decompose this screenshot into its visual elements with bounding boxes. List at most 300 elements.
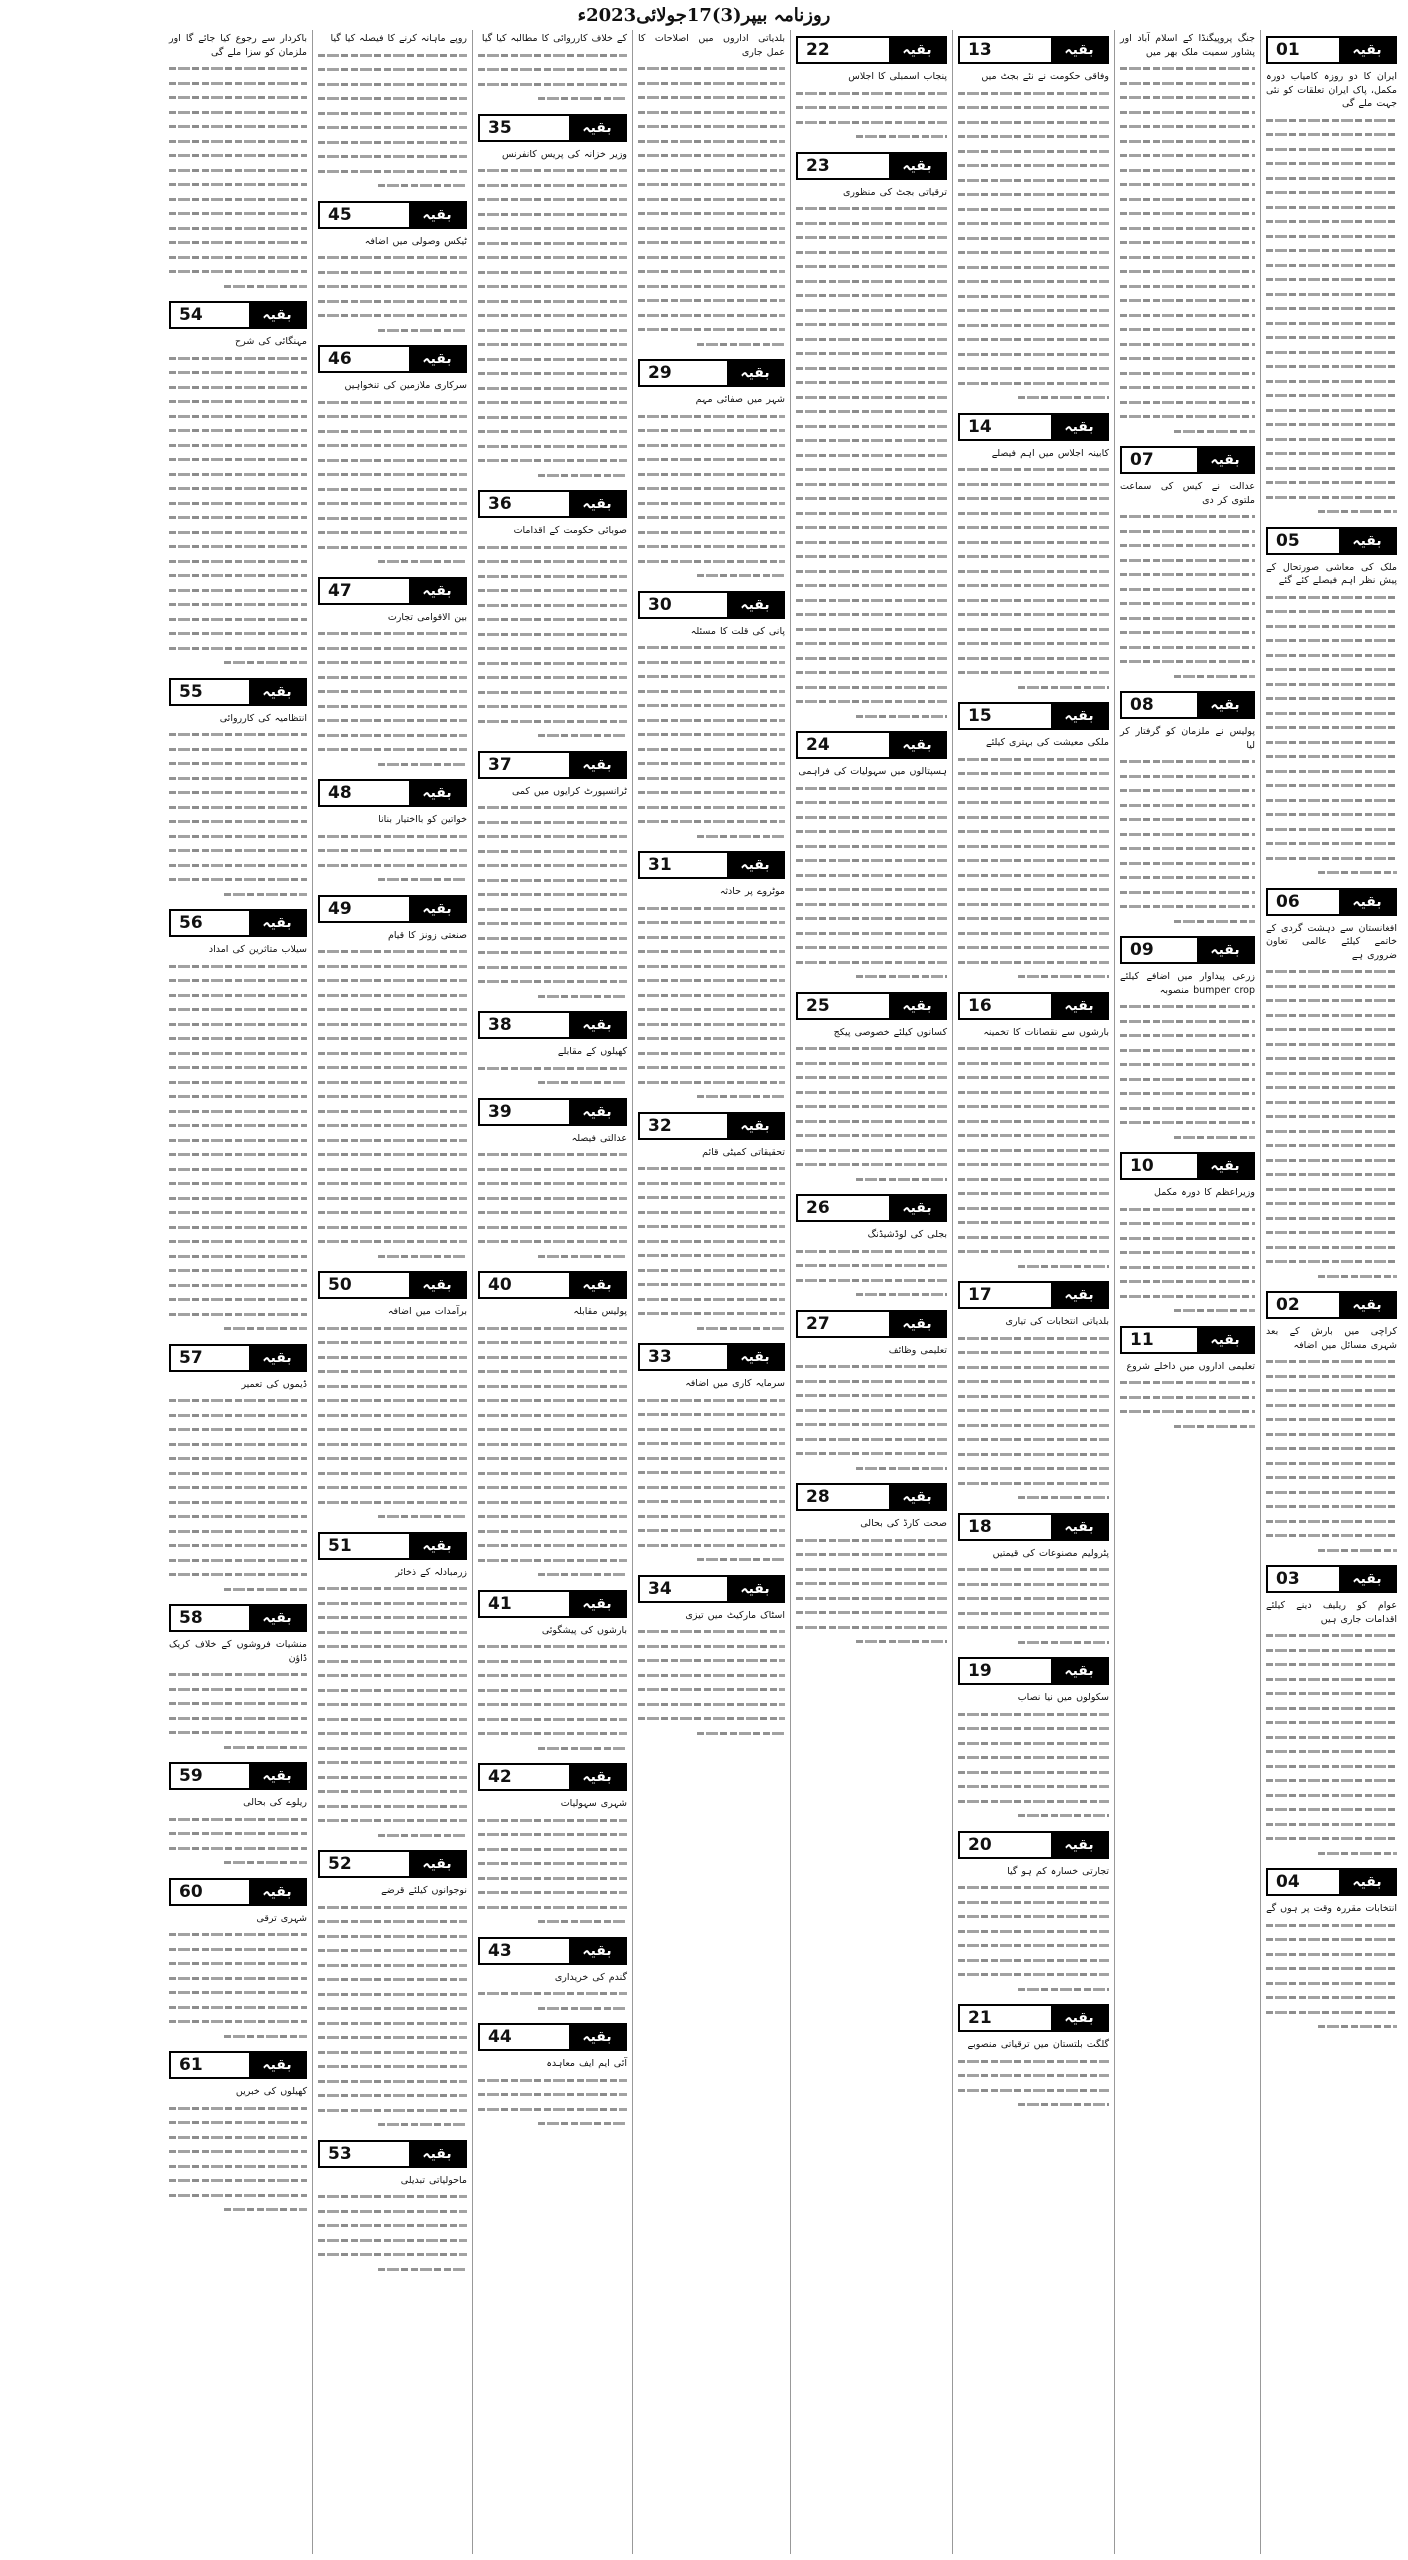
text-line	[958, 969, 1109, 984]
text-line	[1266, 1657, 1397, 1672]
text-line	[1266, 243, 1397, 258]
article-lead-text: ایران کا دو روزہ کامیاب دورہ مکمل، پاک ایران تعلقات کو نئی جہت ملے گی	[1266, 71, 1397, 109]
text-line	[638, 829, 785, 844]
text-line	[478, 308, 627, 323]
text-line	[169, 1075, 307, 1090]
continuation-label: بقیہ	[409, 781, 465, 805]
text-line	[638, 915, 785, 930]
continuation-block	[1120, 1152, 1255, 1318]
masthead	[0, 0, 1408, 30]
text-line	[958, 636, 1109, 651]
text-line	[1266, 1701, 1397, 1716]
continuation-block	[1266, 1565, 1397, 1860]
text-line	[638, 148, 785, 163]
text-line	[478, 1509, 627, 1524]
text-line	[638, 1393, 785, 1408]
text-line	[1266, 648, 1397, 663]
text-line	[1266, 1427, 1397, 1442]
text-line	[169, 1321, 307, 1336]
text-line	[1120, 1014, 1255, 1029]
continuation-label: بقیہ	[727, 1114, 783, 1138]
article-lead-text: موٹروے پر حادثہ	[719, 886, 785, 897]
article-body-lines	[958, 1041, 1109, 1273]
article-body-lines	[1120, 61, 1255, 438]
text-line	[958, 144, 1109, 159]
text-line	[796, 651, 947, 666]
text-line	[1120, 424, 1255, 439]
text-line	[318, 2045, 467, 2060]
text-line	[318, 2233, 467, 2248]
text-line	[478, 829, 627, 844]
text-line	[796, 1056, 947, 1071]
continuation-number: 38	[480, 1013, 569, 1037]
text-line	[1266, 171, 1397, 186]
text-line	[169, 119, 307, 134]
continuation-tag	[958, 36, 1109, 64]
continuation-number: 57	[171, 1346, 249, 1370]
text-line	[478, 352, 627, 367]
continuation-number: 14	[960, 415, 1051, 439]
text-line	[318, 1133, 467, 1148]
article-lead-text: پولیس نے ملزمان کو گرفتار کر لیا	[1120, 726, 1255, 751]
article-lead-text: کابینہ اجلاس میں اہم فیصلے	[991, 447, 1109, 459]
continuation-tag	[1266, 1565, 1397, 1593]
text-line	[1266, 330, 1397, 345]
text-line	[1120, 163, 1255, 178]
text-line	[318, 1234, 467, 1249]
text-line	[169, 2029, 307, 2044]
text-line	[169, 1855, 307, 1870]
article-lead-text: سیلاب متاثرین کی امداد	[208, 944, 307, 955]
continuation-tag	[478, 114, 627, 142]
text-line	[796, 1591, 947, 1606]
text-line	[169, 959, 307, 974]
text-line	[638, 1711, 785, 1726]
text-line	[1266, 865, 1397, 880]
text-line	[169, 1031, 307, 1046]
text-line	[478, 1437, 627, 1452]
text-line	[1120, 235, 1255, 250]
text-line	[478, 1379, 627, 1394]
text-line	[1120, 769, 1255, 784]
text-line	[958, 564, 1109, 579]
continuation-block	[796, 1310, 947, 1476]
text-line	[318, 279, 467, 294]
continuation-number: 50	[320, 1273, 409, 1297]
article-body-lines	[1266, 1628, 1397, 1860]
text-line	[1266, 185, 1397, 200]
text-line	[1266, 1990, 1397, 2005]
article-body-lines	[958, 1707, 1109, 1823]
text-line	[1120, 538, 1255, 553]
text-line	[958, 100, 1109, 115]
text-line	[318, 728, 467, 743]
text-line	[638, 1161, 785, 1176]
continuation-block	[318, 1532, 467, 1843]
text-line	[478, 1668, 627, 1683]
text-line	[796, 1547, 947, 1562]
continuation-tag	[169, 909, 307, 937]
text-line	[478, 1683, 627, 1698]
continuation-block	[958, 1831, 1109, 1997]
text-line	[796, 1273, 947, 1288]
text-line	[1266, 461, 1397, 476]
continuation-number: 01	[1268, 38, 1339, 62]
continuation-number: 45	[320, 203, 409, 227]
text-line	[1120, 783, 1255, 798]
text-line	[478, 569, 627, 584]
text-line	[796, 1388, 947, 1403]
continuation-label: بقیہ	[409, 897, 465, 921]
continuation-label: بقیہ	[569, 2025, 625, 2049]
text-line	[318, 1741, 467, 1756]
text-line	[796, 868, 947, 883]
text-line	[796, 1403, 947, 1418]
text-line	[958, 1201, 1109, 1216]
text-line	[318, 2001, 467, 2016]
text-line	[478, 395, 627, 410]
text-line	[318, 395, 467, 410]
text-line	[169, 872, 307, 887]
text-line	[1266, 662, 1397, 677]
text-line	[318, 757, 467, 772]
continuation-tag	[318, 779, 467, 807]
text-line	[1266, 1022, 1397, 1037]
continuation-block	[638, 1575, 785, 1741]
text-line	[318, 1060, 467, 1075]
text-line	[638, 1509, 785, 1524]
article-lead-text: عوام کو ریلیف دینے کیلئے اقدامات جاری ہیں	[1266, 1600, 1397, 1625]
article-lead-text: بلدیاتی اداروں میں اصلاحات کا عمل جاری	[638, 33, 785, 58]
article-lead-text: کے خلاف کارروائی کا مطالبہ کیا گیا	[481, 33, 627, 44]
continuation-block	[958, 1513, 1109, 1650]
text-line	[318, 2262, 467, 2277]
continuation-block	[638, 1112, 785, 1336]
continuation-tag	[638, 1343, 785, 1371]
continuation-block	[1266, 527, 1397, 880]
text-line	[1266, 1008, 1397, 1023]
text-line	[796, 1041, 947, 1056]
article-lead-text: سرکاری ملازمین کی تنخواہیں	[344, 380, 467, 391]
text-line	[478, 1162, 627, 1177]
text-line	[1266, 345, 1397, 360]
continuation-number: 47	[320, 579, 409, 603]
text-line	[638, 481, 785, 496]
text-line	[318, 872, 467, 887]
text-line	[958, 665, 1109, 680]
continuation-block	[478, 1937, 627, 2016]
continuation-number: 32	[640, 1114, 727, 1138]
text-line	[1120, 856, 1255, 871]
text-line	[638, 973, 785, 988]
text-line	[478, 77, 627, 92]
text-line	[796, 810, 947, 825]
text-line	[958, 2068, 1109, 2083]
text-line	[1266, 1051, 1397, 1066]
continuation-number: 29	[640, 361, 727, 385]
text-line	[1120, 279, 1255, 294]
text-line	[169, 525, 307, 540]
text-line	[638, 713, 785, 728]
text-line	[958, 1374, 1109, 1389]
text-line	[958, 303, 1109, 318]
text-line	[478, 699, 627, 714]
text-line	[796, 940, 947, 955]
text-line	[169, 887, 307, 902]
text-line	[1266, 272, 1397, 287]
continuation-number: 27	[798, 1312, 889, 1336]
text-line	[638, 510, 785, 525]
text-line	[169, 727, 307, 742]
text-line	[796, 897, 947, 912]
text-line	[1120, 409, 1255, 424]
text-line	[958, 1114, 1109, 1129]
article-lead-text: شہری سہولیات	[560, 1798, 627, 1809]
text-line	[1266, 301, 1397, 316]
text-line	[478, 1422, 627, 1437]
continuation-block	[318, 577, 467, 772]
continuation-block	[169, 909, 307, 1336]
text-line	[796, 201, 947, 216]
text-line	[318, 2059, 467, 2074]
text-line	[318, 1466, 467, 1481]
text-line	[796, 853, 947, 868]
text-line	[638, 901, 785, 916]
continuation-block	[169, 1878, 307, 2044]
continuation-label: بقیہ	[569, 1100, 625, 1124]
text-line	[1266, 200, 1397, 215]
text-line	[1266, 1211, 1397, 1226]
newspaper-page	[6, 30, 1402, 2554]
text-line	[958, 1230, 1109, 1245]
article-lead-text: کھیلوں کی خبریں	[235, 2086, 307, 2097]
text-line	[169, 1249, 307, 1264]
text-line	[318, 699, 467, 714]
text-line	[958, 1447, 1109, 1462]
text-line	[958, 1331, 1109, 1346]
text-line	[1266, 619, 1397, 634]
text-line	[796, 709, 947, 724]
text-line	[638, 1277, 785, 1292]
continuation-number: 24	[798, 733, 889, 757]
text-line	[478, 1176, 627, 1191]
continuation-tag	[958, 1831, 1109, 1859]
article-body-lines	[638, 1161, 785, 1335]
continuation-label: بقیہ	[1339, 38, 1395, 62]
text-line	[1266, 1759, 1397, 1774]
column-1	[1260, 30, 1402, 2554]
text-line	[318, 438, 467, 453]
text-line	[638, 1436, 785, 1451]
text-line	[638, 1248, 785, 1263]
text-line	[796, 564, 947, 579]
text-line	[318, 670, 467, 685]
text-line	[318, 1017, 467, 1032]
text-line	[1120, 206, 1255, 221]
continuation-label: بقیہ	[1051, 1659, 1107, 1683]
article-lead-text: پولیس مقابلہ	[573, 1306, 627, 1317]
article-lead-text: پنجاب اسمبلی کا اجلاس	[848, 71, 947, 82]
text-line	[318, 120, 467, 135]
text-line	[169, 1147, 307, 1162]
text-line	[169, 148, 307, 163]
text-line	[318, 164, 467, 179]
text-line	[958, 332, 1109, 347]
text-line	[169, 1711, 307, 1726]
text-line	[1266, 1643, 1397, 1658]
continuation-label: بقیہ	[727, 1577, 783, 1601]
text-line	[318, 1509, 467, 1524]
text-line	[958, 1403, 1109, 1418]
text-line	[478, 236, 627, 251]
text-line	[1266, 1817, 1397, 1832]
text-line	[318, 988, 467, 1003]
text-line	[318, 2247, 467, 2262]
continuation-number: 34	[640, 1577, 727, 1601]
text-line	[1266, 316, 1397, 331]
text-line	[318, 1813, 467, 1828]
article-lead-text: تعلیمی وظائف	[888, 1344, 947, 1356]
text-line	[958, 955, 1109, 970]
text-line	[1266, 2005, 1397, 2020]
text-line	[169, 423, 307, 438]
article-lead-text: نوجوانوں کیلئے قرضے	[381, 1885, 467, 1896]
continuation-label: بقیہ	[1339, 1293, 1395, 1317]
text-line	[318, 424, 467, 439]
text-line	[958, 1056, 1109, 1071]
text-line	[638, 279, 785, 294]
text-line	[478, 554, 627, 569]
continuation-tag	[169, 1762, 307, 1790]
text-line	[638, 1046, 785, 1061]
text-line	[796, 1446, 947, 1461]
text-line	[1266, 1686, 1397, 1701]
text-line	[169, 1278, 307, 1293]
text-line	[958, 2097, 1109, 2112]
continuation-tag	[318, 895, 467, 923]
text-line	[638, 337, 785, 352]
text-line	[1120, 337, 1255, 352]
article-lead-text: صنعتی زونز کا قیام	[387, 929, 467, 941]
article-lead-text: ہسپتالوں میں سہولیات کی فراہمی	[798, 766, 947, 777]
text-line	[958, 1721, 1109, 1736]
text-line	[169, 163, 307, 178]
continuation-tag	[169, 301, 307, 329]
continuation-label: بقیہ	[1051, 415, 1107, 439]
text-line	[796, 448, 947, 463]
text-line	[1266, 156, 1397, 171]
text-line	[638, 785, 785, 800]
text-line	[169, 655, 307, 670]
text-line	[318, 1972, 467, 1987]
article-body-lines	[318, 1321, 467, 1524]
text-line	[169, 279, 307, 294]
text-line	[958, 868, 1109, 883]
text-line	[638, 76, 785, 91]
text-line	[638, 742, 785, 757]
text-line	[958, 911, 1109, 926]
article-body-lines	[1266, 1918, 1397, 2034]
text-line	[478, 540, 627, 555]
continuation-tag	[796, 36, 947, 64]
text-line	[1120, 754, 1255, 769]
text-line	[1266, 851, 1397, 866]
text-line	[638, 814, 785, 829]
article-lead-text: صحت کارڈ کی بحالی	[860, 1518, 947, 1529]
text-line	[318, 1610, 467, 1625]
article-body-lines	[958, 462, 1109, 694]
text-line	[1266, 691, 1397, 706]
continuation-block	[478, 1590, 627, 1756]
text-line	[478, 670, 627, 685]
text-line	[318, 1422, 467, 1437]
text-line	[478, 410, 627, 425]
text-line	[1120, 366, 1255, 381]
continuation-tag	[1120, 1152, 1255, 1180]
text-line	[478, 439, 627, 454]
article-body-lines	[958, 752, 1109, 984]
text-line	[796, 230, 947, 245]
continuation-label: بقیہ	[889, 38, 945, 62]
text-line	[1120, 119, 1255, 134]
continuation-number: 61	[171, 2053, 249, 2077]
text-line	[638, 930, 785, 945]
text-line	[958, 926, 1109, 941]
text-line	[958, 158, 1109, 173]
text-line	[478, 1249, 627, 1264]
text-line	[958, 506, 1109, 521]
text-line	[796, 1244, 947, 1259]
continuation-label: بقیہ	[1339, 890, 1395, 914]
text-line	[958, 882, 1109, 897]
text-line	[958, 1143, 1109, 1158]
continuation-label: بقیہ	[409, 1534, 465, 1558]
text-line	[318, 1625, 467, 1640]
text-line	[318, 2117, 467, 2132]
text-line	[478, 1813, 627, 1828]
continuation-number: 40	[480, 1273, 569, 1297]
text-line	[318, 2103, 467, 2118]
text-line	[796, 665, 947, 680]
newspaper-date-line: روزنامہ بیپر(3)17جولائی2023ء	[577, 4, 831, 26]
text-line	[169, 2014, 307, 2029]
continuation-block	[318, 32, 467, 193]
text-line	[478, 1220, 627, 1235]
continuation-block	[958, 2004, 1109, 2112]
continuation-number: 04	[1268, 1870, 1339, 1894]
text-line	[169, 192, 307, 207]
article-lead-text: افغانستان سے دہشت گردی کے خاتمے کیلئے عالمی تعاون ضروری ہے	[1266, 922, 1397, 961]
text-line	[796, 477, 947, 492]
text-line	[169, 1812, 307, 1827]
text-line	[478, 1408, 627, 1423]
text-line	[169, 771, 307, 786]
text-line	[1120, 192, 1255, 207]
text-line	[1120, 885, 1255, 900]
text-line	[1266, 1412, 1397, 1427]
text-line	[318, 1726, 467, 1741]
text-line	[958, 622, 1109, 637]
continuation-label: بقیہ	[1197, 938, 1253, 962]
text-line	[318, 294, 467, 309]
continuation-block	[318, 345, 467, 569]
text-line	[1120, 841, 1255, 856]
text-line	[1266, 1918, 1397, 1933]
article-body-lines	[169, 2101, 307, 2217]
text-line	[318, 1451, 467, 1466]
text-line	[318, 1075, 467, 1090]
article-body-lines	[958, 1880, 1109, 1996]
